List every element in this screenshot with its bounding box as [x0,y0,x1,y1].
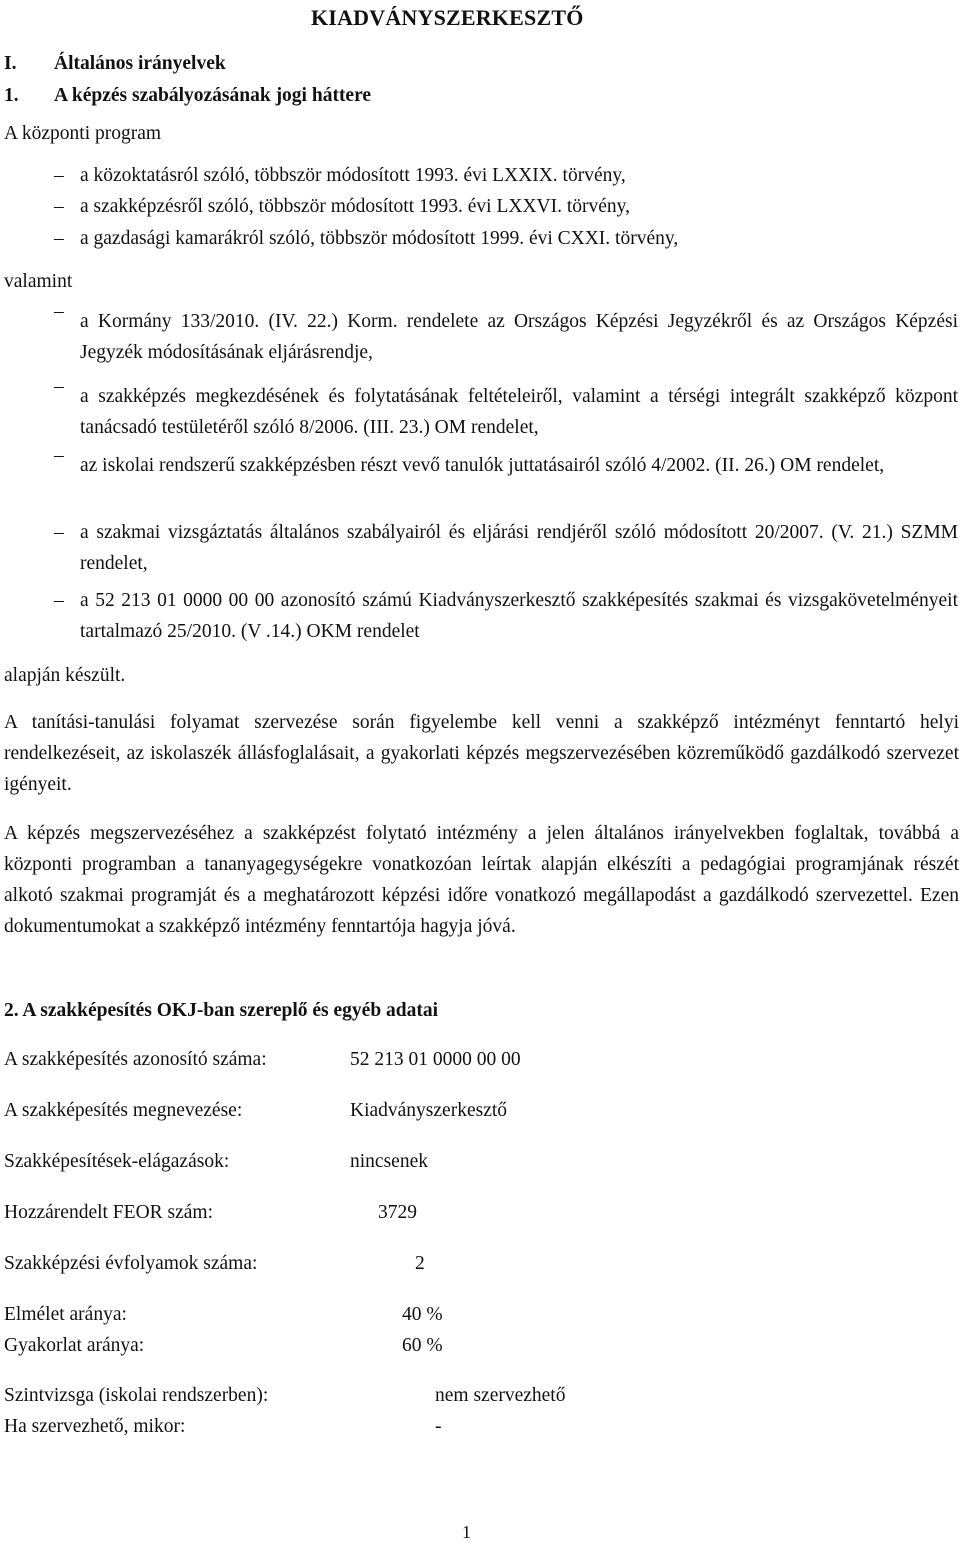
field-label: A szakképesítés megnevezése: [4,1100,243,1121]
dash-marker: – [54,165,64,186]
field-label: Szakképesítések-elágazások: [4,1151,230,1172]
intro-text: A központi program [4,123,162,144]
field-value: 40 % [402,1304,443,1325]
section-number: I. [4,53,17,74]
subsection-heading [4,80,372,111]
document-title: KIADVÁNYSZERKESZTŐ [311,5,584,30]
subsection-heading-2: 2. A szakképesítés OKJ-ban szereplő és egyéb adatai [4,1000,439,1021]
subsection-title: A képzés szabályozásának jogi háttere [54,85,372,106]
field-value: nem szervezhető [435,1385,566,1406]
list-item-text: a közoktatásról szóló, többször módosított 1993. évi LXXIX. törvény, [80,165,626,186]
list-item [54,376,958,443]
list-item [54,445,958,481]
list-item-text: a gazdasági kamarákról szóló, többször módosított 1999. évi CXXI. törvény, [80,228,679,249]
list-item [54,160,958,191]
connector-text: valamint [4,271,73,292]
list-item [54,301,958,368]
field-label: Szintvizsga (iskolai rendszerben): [4,1385,269,1406]
field-value: 60 % [402,1335,443,1356]
dash-marker: – [54,228,64,249]
list-item-text: a 52 213 01 0000 00 00 azonosító számú Kiadványszerkesztő szakképesítés szakmai és vizsgakövetelményeit tartalmazó 25/2010. (V .14.) OKM rendelet [80,590,958,642]
paragraph: A tanítási-tanulási folyamat szervezése során figyelembe kell venni a szakképző intézményt fenntartó helyi rendelkezéseit, az iskolaszék állásfoglalásait, a gyakorlati képzés megszervezésében közreműködő gazdálkodó szervezet igényeit. [4,712,959,795]
field-label: Gyakorlat aránya: [4,1335,145,1356]
dash-marker: – [54,522,64,543]
field-value: - [435,1416,442,1437]
field-label: Szakképzési évfolyamok száma: [4,1253,258,1274]
field-label: Elmélet aránya: [4,1304,127,1325]
list-item [54,191,958,222]
section-heading [4,48,226,79]
field-value: 52 213 01 0000 00 00 [350,1049,521,1070]
list-item [54,517,958,579]
subsection-number: 1. [4,85,19,106]
field-label: Hozzárendelt FEOR szám: [4,1202,214,1223]
closing-text: alapján készült. [4,665,126,686]
dash-marker: – [54,445,64,466]
dash-marker: – [54,301,64,322]
dash-marker: – [54,196,64,217]
list-item-text: a Kormány 133/2010. (IV. 22.) Korm. rendelete az Országos Képzési Jegyzékről és az Országos Képzési Jegyzék módosításának eljárásrendje, [80,311,958,363]
field-value: Kiadványszerkesztő [350,1100,508,1121]
field-label: A szakképesítés azonosító száma: [4,1049,267,1070]
section-title: Általános irányelvek [54,53,226,74]
field-label: Ha szervezhető, mikor: [4,1416,186,1437]
list-item-text: a szakképzésről szóló, többször módosított 1993. évi LXXVI. törvény, [80,196,631,217]
dash-marker: – [54,590,64,611]
list-item [54,223,958,254]
list-item [54,585,958,647]
list-item-text: a szakképzés megkezdésének és folytatásának feltételeiről, valamint a térségi integrált szakképző központ tanácsadó testületéről szóló 8/2006. (III. 23.) OM rendelet, [80,386,958,438]
field-value: nincsenek [350,1151,428,1172]
field-value: 3729 [378,1202,417,1223]
paragraph: A képzés megszervezéséhez a szakképzést folytató intézmény a jelen általános irányelvekben foglaltak, továbbá a központi programban a tananyagegységekre vonatkozóan leírtak alapján elkészíti a pedagógiai programjának részét alkotó szakmai programját és a meghatározott képzési időre vonatkozó megállapodást a gazdálkodó szervezettel. Ezen dokumentumokat a szakképző intézmény fenntartója hagyja jóvá. [4,823,959,937]
page-number: 1 [462,1522,471,1542]
dash-marker: – [54,376,64,397]
list-item-text: az iskolai rendszerű szakképzésben részt vevő tanulók juttatásairól szóló 4/2002. (II. 26.) OM rendelet, [80,455,885,476]
list-item-text: a szakmai vizsgáztatás általános szabályairól és eljárási rendjéről szóló módosított 20/2007. (V. 21.) SZMM rendelet, [80,522,958,574]
field-value: 2 [415,1253,425,1274]
